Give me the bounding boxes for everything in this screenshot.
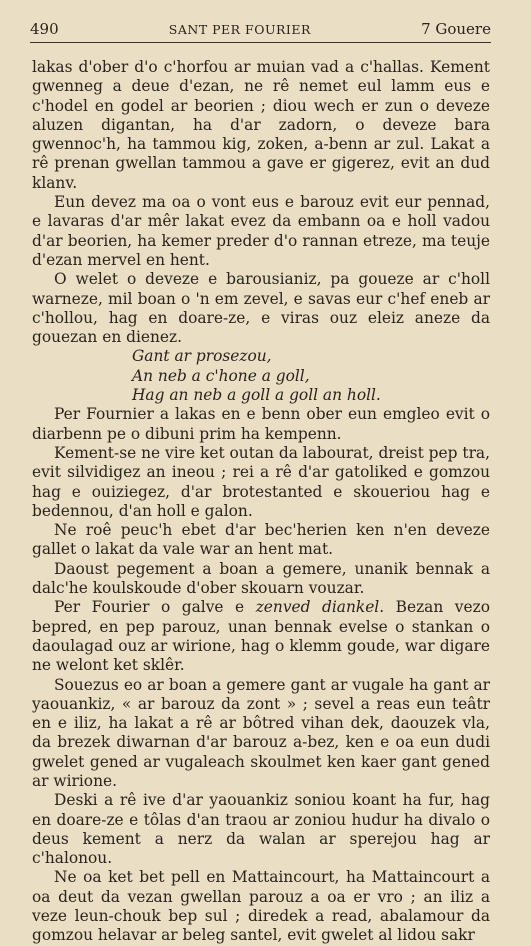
emphasis-text: zenved diankel xyxy=(255,598,380,617)
paragraph: Kement-se ne vire ket outan da labourat, dreist pep tra, evit silvidigez an ineou ; rei a rê d'ar gatoliked e gomzou hag e ouiziegez, d'ar brotestanted e skoueriou hag e bedennou, d'an holl e galon. xyxy=(32,443,490,520)
header-date: 7 Gouere xyxy=(421,20,491,38)
verse-line: Hag an neb a goll a goll an holl. xyxy=(132,386,381,405)
paragraph: Per Fourier o galve e zenved diankel. Bezan vezo bepred, en pep parouz, unan bennak evelse o stankan o daoulagad ouz ar wirione, hag o klemm goude, war digare ne welont ket sklêr. xyxy=(32,598,490,675)
paragraph: Souezus eo ar boan a gemere gant ar vugale ha gant ar yaouankiz, « ar barouz da zont » ; sevel a reas eun teâtr en e iliz, ha lakat a rê ar bôtred vihan dek, daouzek vla, da brezek diwarnan d'ar barouz a-bez, ken e oa eun dudi gwelet gened ar vugaleach skoulmet ken kaer gant gened ar wirione. xyxy=(32,675,490,790)
paragraph: Daoust pegement a boan a gemere, unanik bennak a dalc'he koulskoude d'ober skouarn vouzar. xyxy=(32,559,490,598)
verse-line: An neb a c'hone a goll, xyxy=(132,366,310,385)
verse-quote xyxy=(32,347,490,405)
verse-line: Gant ar prosezou, xyxy=(132,347,272,366)
page-body xyxy=(32,58,490,946)
running-header xyxy=(30,20,491,43)
running-title: SANT PER FOURIER xyxy=(168,22,311,37)
paragraph: lakas d'ober d'o c'horfou ar muian vad a c'hallas. Kement gwenneg a deue d'ezan, ne rê nemet eul lamm eus e c'hodel en godel ar beorien ; diou wech er zun o deveze aluzen digantan, ha d'ar zadorn, o deveze bara gwennoc'h, ha tammou kig, zoken, a-benn ar zul. Lakat a rê prenan gwellan tammou a gave er gigerez, evit an dud klanv. xyxy=(32,58,490,192)
page-number: 490 xyxy=(30,20,59,38)
paragraph: Ne roê peuc'h ebet d'ar bec'herien ken n'en deveze gallet o lakat da vale war an hent mat. xyxy=(32,521,490,559)
paragraph: Deski a rê ive d'ar yaouankiz soniou koant ha fur, hag en doare-ze e tôlas d'an traou ar zoniou hudur ha divalo o deus kement a nerz da walan ar sperejou hag ar c'halonou. xyxy=(32,791,490,868)
paragraph: Eun devez ma oa o vont eus e barouz evit eur pennad, e lavaras d'ar mêr lakat evez da embann oa e holl vadou d'ar beorien, ha kemer preder d'o rannan etreze, ma teuje d'ezan mervel en hent. xyxy=(32,193,490,269)
paragraph: O welet o deveze e barousianiz, pa goueze ar c'holl warneze, mil boan o 'n em zevel, e savas eur c'hef eneb ar c'hollou, hag en doare-ze, e viras ouz eleiz aneze da gouezan en dienez. xyxy=(32,270,490,347)
paragraph: Per Fournier a lakas en e benn ober eun emgleo evit o diarbenn pe o dibuni prim ha kempenn. xyxy=(32,405,490,443)
paragraph: Ne oa ket bet pell en Mattaincourt, ha Mattaincourt a oa deut da vezan gwellan parouz a oa er vro ; an iliz a veze leun-chouk bep sul ; diredek a read, abalamour da gomzou helavar ar beleg santel, evit gwelet al lidou sakr xyxy=(32,868,490,945)
